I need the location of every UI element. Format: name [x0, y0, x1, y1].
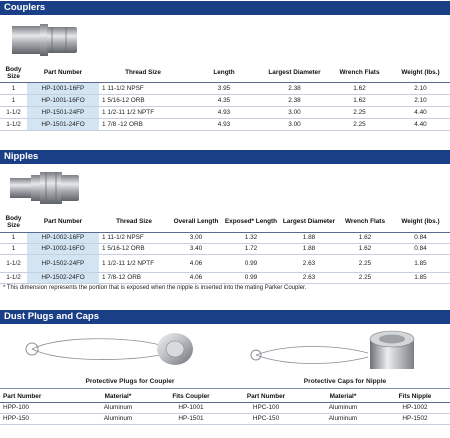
col-overall-length: Overall Length: [169, 212, 223, 232]
caps-caption: Protective Caps for Nipple: [303, 378, 387, 385]
part-number-cell: HP-1001-16FP: [27, 82, 99, 94]
table-row: 1 HP-1002-16FO 1 5/16-12 ORB 3.40 1.72 1.88 1.62 0.84: [0, 243, 450, 254]
couplers-section-header: Couplers: [0, 1, 450, 15]
table-row: 1-1/2 HP-1502-24FO 1 7/8-12 ORB 4.06 0.99 2.63 2.25 1.85: [0, 272, 450, 283]
col-thread-size: Thread Size: [99, 212, 169, 232]
part-number-cell: HP-1002-16FP: [27, 232, 99, 243]
col-cap-material: Material*: [306, 391, 380, 402]
nipples-section-header: Nipples: [0, 150, 450, 164]
dust-table: [0, 391, 450, 425]
nipples-footnote: * This dimension represents the portion that is exposed when the nipple is inserted into the mating Parker Coupler.: [3, 285, 307, 291]
col-body-size: Body Size: [0, 64, 27, 82]
table-row: 1 HP-1001-16FO 1 5/16-12 ORB 4.35 2.38 1.62 2.10: [0, 94, 450, 106]
coupler-photo: [0, 16, 92, 62]
table-row: HPP-100 Aluminum HP-1001 HPC-100 Aluminum HP-1002: [0, 402, 450, 413]
nipples-table: [0, 212, 450, 284]
table-row: 1-1/2 HP-1501-24FO 1 7/8 -12 ORB 4.93 3.00 2.25 4.40: [0, 118, 450, 130]
col-body-size: Body Size: [0, 212, 27, 232]
plugs-caption: Protective Plugs for Coupler: [85, 378, 175, 385]
caption-divider: [0, 388, 450, 389]
col-weight: Weight (lbs.): [391, 212, 450, 232]
table-row: HPP-150 Aluminum HP-1501 HPC-150 Aluminum HP-1502: [0, 413, 450, 424]
col-wrench-flats: Wrench Flats: [339, 212, 391, 232]
table-row: 1 HP-1002-16FP 1 11-1/2 NPSF 3.00 1.32 1.88 1.62 0.84: [0, 232, 450, 243]
col-thread-size: Thread Size: [99, 64, 187, 82]
part-number-cell: HP-1501-24FO: [27, 118, 99, 130]
col-plug-part-number: Part Number: [0, 391, 80, 402]
table-row: 1-1/2 HP-1502-24FP 1 1/2-11 1/2 NPTF 4.06 0.99 2.63 2.25 1.85: [0, 254, 450, 272]
col-fits-nipple: Fits Nipple: [380, 391, 450, 402]
part-number-cell: HP-1502-24FO: [27, 272, 99, 283]
table-row: 1 HP-1001-16FP 1 11-1/2 NPSF 3.95 2.38 1.62 2.10: [0, 82, 450, 94]
col-weight: Weight (lbs.): [391, 64, 450, 82]
col-part-number: Part Number: [27, 64, 99, 82]
col-wrench-flats: Wrench Flats: [328, 64, 391, 82]
nipple-photo: [0, 165, 92, 211]
couplers-table: [0, 64, 450, 131]
col-largest-diameter: Largest Diameter: [261, 64, 328, 82]
col-length: Length: [187, 64, 261, 82]
dust-cap-photo: [228, 325, 438, 373]
table-row: 1-1/2 HP-1501-24FP 1 1/2-11 1/2 NPTF 4.93 3.00 2.25 4.40: [0, 106, 450, 118]
col-fits-coupler: Fits Coupler: [156, 391, 226, 402]
col-plug-material: Material*: [80, 391, 156, 402]
col-cap-part-number: Part Number: [226, 391, 306, 402]
part-number-cell: HP-1001-16FO: [27, 94, 99, 106]
col-exposed-length: Exposed* Length: [223, 212, 279, 232]
part-number-cell: HP-1501-24FP: [27, 106, 99, 118]
dust-plug-photo: [10, 327, 210, 371]
part-number-cell: HP-1502-24FP: [27, 254, 99, 272]
dust-section-header: Dust Plugs and Caps: [0, 310, 450, 324]
col-part-number: Part Number: [27, 212, 99, 232]
col-largest-diameter: Largest Diameter: [279, 212, 339, 232]
part-number-cell: HP-1002-16FO: [27, 243, 99, 254]
